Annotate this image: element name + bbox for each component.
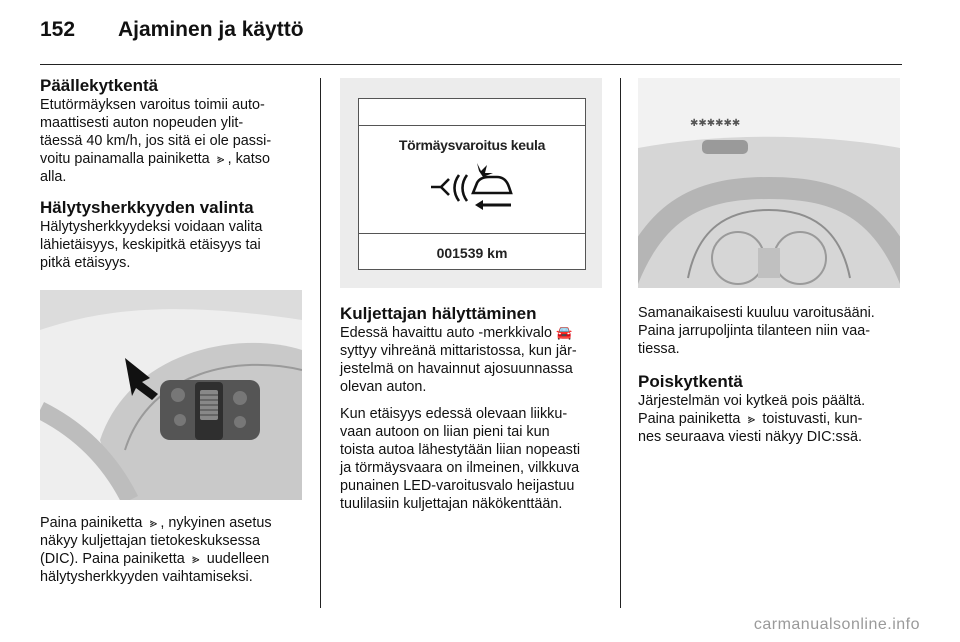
fcw-button-icon: ⪢ (192, 551, 200, 566)
paragraph-sensitivity-button: Paina painiketta ⪢ , nykyinen asetus näkyy kuljettajan tietokeskuksessa (DIC). Paina painiketta ⪢ uudelleen hälytysherkkyyden vaihtamiseksi. (40, 515, 272, 585)
fcw-button-icon: ⪢ (149, 515, 158, 530)
fcw-button-icon: ⪢ (747, 411, 756, 426)
vehicle-ahead-icon: 🚘 (555, 325, 573, 340)
dic-screen (358, 98, 586, 270)
paragraph-warning-sound: Samanaikaisesti kuuluu varoitusääni. Paina jarrupoljinta tilanteen niin vaa- tiessa. (638, 305, 875, 357)
column-3 (638, 304, 902, 446)
dic-odometer: 001539 km (436, 245, 508, 261)
dic-message-title: Törmäysvaroitus keula (398, 137, 546, 153)
column-2 (340, 304, 603, 513)
column-divider (620, 78, 621, 608)
paragraph-collision-warning: Kun etäisyys edessä olevaan liikku- vaan autoon on liian pieni tai kun toista autoa lähestytään liian nopeasti ja törmäysvaara on ilmeinen, vilkkuva punainen LED-varoitusvalo heijastuu tuulilasiin kuljettajan näkökenttään. (340, 406, 581, 512)
windshield-led-illustration (638, 78, 900, 288)
heading-driver-alert: Kuljettajan hälyttäminen (340, 304, 537, 323)
steering-wheel-illustration (40, 290, 302, 500)
watermark: carmanualsonline.info (753, 616, 920, 633)
fcw-button-icon: ⪢ (216, 151, 225, 166)
page-header (40, 18, 902, 65)
dic-display-illustration (340, 78, 602, 288)
paragraph-switch-off: Järjestelmän voi kytkeä pois päältä. Paina painiketta ⪢ toistuvasti, kun- nes seuraava viesti näkyy DIC:ssä. (638, 393, 866, 445)
heading-switch-off: Poiskytkentä (638, 372, 743, 391)
chapter-title: Ajaminen ja käyttö (118, 18, 304, 41)
column-1 (40, 76, 302, 272)
heading-sensitivity: Hälytysherkkyyden valinta (40, 198, 254, 217)
svg-text:✱✱✱✱✱✱: ✱✱✱✱✱✱ (690, 118, 741, 129)
forward-collision-warning-icon (427, 163, 517, 213)
column-divider (320, 78, 321, 608)
paragraph-sensitivity: Hälytysherkkyydeksi voidaan valita lähietäisyys, keskipitkä etäisyys tai pitkä etäisyys. (40, 219, 263, 271)
paragraph-vehicle-ahead: Edessä havaittu auto -merkkivalo 🚘 syttyy vihreänä mittaristossa, kun jär- jestelmä on havainnut ajosuunnassa olevan auton. (340, 325, 577, 395)
page-number: 152 (40, 18, 76, 41)
paragraph-switch-on: Etutörmäyksen varoitus toimii auto- maattisesti auton nopeuden ylit- täessä 40 km/h, jos sitä ei ole passi- voitu painamalla painiketta ⪢ , katso alla. (40, 97, 272, 185)
heading-switch-on: Päällekytkentä (40, 76, 159, 95)
